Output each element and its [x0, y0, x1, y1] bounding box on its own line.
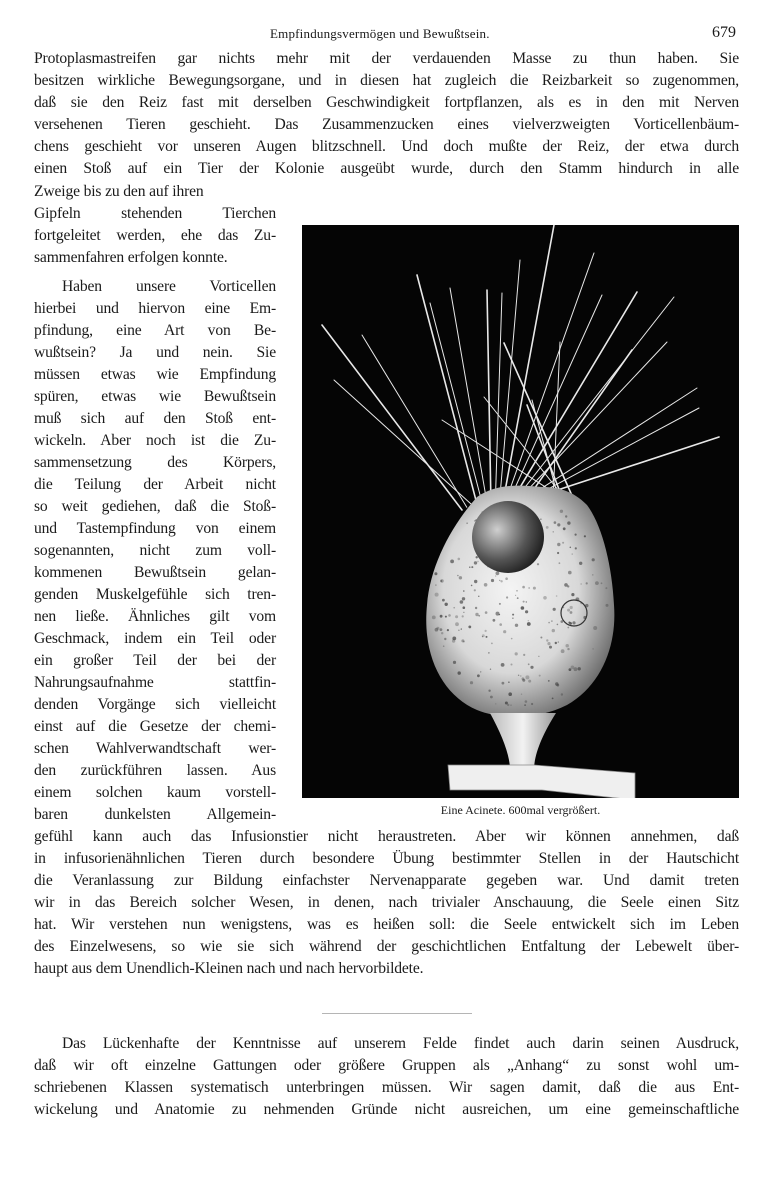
granule [490, 669, 491, 670]
granule [553, 531, 554, 532]
granule [520, 675, 521, 676]
granule [511, 638, 513, 640]
granule [595, 581, 599, 585]
text-line: wickeln. Aber noch ist die Zu- [34, 432, 276, 449]
substrate [448, 765, 635, 798]
granule [566, 644, 569, 647]
tentacle [520, 292, 637, 488]
text-line: baren dunkelsten Allgemein- [34, 806, 276, 823]
granule [506, 596, 508, 598]
granule [474, 580, 477, 583]
granule [453, 607, 455, 609]
granule [537, 563, 539, 565]
granule [463, 641, 465, 643]
granule [521, 694, 522, 695]
granule [512, 618, 513, 619]
granule [515, 652, 518, 655]
granule [485, 611, 488, 614]
granule [458, 558, 461, 561]
granule [488, 652, 489, 653]
granule [548, 680, 550, 682]
granule [452, 639, 455, 642]
granule [575, 534, 577, 536]
granule [440, 615, 443, 618]
granule [553, 608, 556, 611]
granule [528, 620, 529, 621]
granule [561, 693, 563, 695]
section-separator [322, 1013, 472, 1014]
text-line: wir in das Bereich solcher Wesen, in denen, nach trivialer Anschauung, die Seele einen Sitz [34, 894, 739, 911]
granule [458, 630, 459, 631]
granule [499, 623, 502, 626]
text-line: die Veranlassung zur Bildung einfachster Nervenapparate gegeben war. Und damit treten [34, 872, 739, 889]
granule [592, 574, 593, 575]
text-line: Das Lückenhafte der Kenntnisse auf unserem Felde findet auch darin seinen Ausdruck, [62, 1035, 739, 1052]
granule [584, 535, 586, 537]
granule [586, 582, 588, 584]
granule [435, 593, 439, 597]
granule [571, 593, 574, 596]
granule [471, 585, 473, 587]
granule [511, 664, 513, 666]
text-line: daß sie den Reiz fast mit derselben Geschwindigkeit fortpflanzen, als es in den mit Nerven [34, 94, 739, 111]
granule [529, 587, 530, 588]
tentacle [500, 260, 520, 491]
granule [551, 620, 552, 621]
granule [517, 597, 519, 599]
text-line: sammensetzung des Körpers, [34, 454, 276, 471]
granule [546, 639, 548, 641]
page-number: 679 [712, 24, 736, 41]
granule [475, 613, 478, 616]
text-line: Nahrungsaufnahme stattfin- [34, 674, 276, 691]
text-line: spüren, etwas wie Bewußtsein [34, 388, 276, 405]
granule [524, 704, 526, 706]
text-line: Protoplasmastreifen gar nichts mehr mit der verdauenden Masse zu thun haben. Sie [34, 50, 739, 67]
granule [500, 580, 502, 582]
granule [559, 562, 561, 564]
granule [499, 580, 500, 581]
granule [440, 580, 442, 582]
granule [571, 666, 575, 670]
text-line: besitzen wirkliche Bewegungsorgane, und in diesen hat zugleich die Reizbarkeit so zugenommen, [34, 72, 739, 89]
granule [495, 575, 496, 576]
granule [486, 636, 488, 638]
granule [555, 642, 557, 644]
tentacle [487, 290, 491, 495]
granule [459, 576, 462, 579]
granule [463, 606, 466, 609]
granule [474, 589, 476, 591]
granule [466, 523, 467, 524]
granule [575, 547, 577, 549]
text-line: und Tastempfindung von einem [34, 520, 276, 537]
granule [491, 643, 493, 645]
granule [442, 599, 445, 602]
granule [484, 583, 488, 587]
tentacle [430, 303, 481, 499]
granule [578, 667, 581, 670]
tentacle [496, 293, 502, 493]
granule [482, 634, 485, 637]
granule [443, 645, 445, 647]
granule [455, 615, 458, 618]
granule [485, 630, 487, 632]
granule [477, 561, 478, 562]
text-line: Zweige bis zu den auf ihren [34, 183, 204, 200]
text-line: gefühl kann auch das Infusionstier nicht heraustreten. Aber wir können annehmen, daß [34, 828, 739, 845]
granule [557, 543, 560, 546]
granule [579, 562, 582, 565]
text-line: Haben unsere Vorticellen [62, 278, 276, 295]
granule [462, 615, 464, 617]
granule [499, 614, 500, 615]
running-title: Empfindungsvermögen und Bewußtsein. [270, 26, 490, 41]
figure-caption: Eine Acinete. 600mal vergrößert. [440, 803, 601, 817]
tentacle [548, 437, 719, 493]
granule [477, 674, 480, 677]
granule [539, 675, 541, 677]
granule [592, 648, 593, 649]
granule [448, 614, 451, 617]
granule [460, 600, 464, 604]
granule [458, 671, 461, 674]
granule [518, 675, 519, 676]
granule [549, 646, 552, 649]
granule [569, 668, 572, 671]
granule [533, 587, 536, 590]
granule [552, 698, 554, 700]
granule [512, 614, 514, 616]
text-line: sammenfahren erfolgen konnte. [34, 249, 228, 266]
granule [592, 558, 595, 561]
granule [488, 690, 490, 692]
granule [450, 560, 454, 564]
granule [572, 621, 575, 624]
granule [491, 579, 494, 582]
granule [557, 552, 559, 554]
granule [572, 553, 573, 554]
granule [468, 626, 471, 629]
granule [435, 584, 436, 585]
tentacle [505, 225, 554, 490]
granule [531, 703, 533, 705]
granule [555, 682, 558, 685]
text-line: haupt aus dem Unendlich-Kleinen nach und nach hervorbildete. [34, 960, 424, 977]
nucleus [472, 501, 544, 573]
text-line: pfindung, eine Art von Be- [34, 322, 276, 339]
granule [462, 597, 465, 600]
granule [528, 663, 530, 665]
granule [436, 627, 439, 630]
granule [525, 675, 529, 679]
granule [444, 638, 446, 640]
granule [474, 520, 476, 522]
granule [432, 616, 436, 620]
granule [593, 626, 597, 630]
text-line: genden Muskelgefühle sich tren- [34, 586, 276, 603]
text-line: Gipfeln stehenden Tierchen [34, 205, 276, 222]
granule [508, 692, 512, 696]
granule [505, 577, 508, 580]
text-line: des Einzelwesens, so wie sie sich während der geschichtlichen Entfaltung der Lebewelt über- [34, 938, 739, 955]
granule [561, 649, 565, 653]
granule [567, 627, 569, 629]
granule [558, 641, 559, 642]
granule [543, 596, 547, 600]
granule [470, 681, 473, 684]
granule [469, 567, 470, 568]
text-line: schen Wahlverwandtschaft wer- [34, 740, 276, 757]
granule [567, 648, 569, 650]
granule [507, 704, 509, 706]
granule [526, 601, 527, 602]
granule [480, 671, 481, 672]
granule [570, 606, 573, 609]
granule [522, 679, 525, 682]
granule [560, 510, 563, 513]
text-line: muß sich auf den Stoß ent- [34, 410, 276, 427]
stalk [490, 713, 556, 770]
running-head [0, 22, 781, 46]
granule [496, 571, 500, 575]
granule [565, 515, 567, 517]
granule [445, 616, 447, 618]
tentacle [362, 335, 467, 507]
tentacle [534, 350, 632, 489]
tentacle [544, 408, 699, 491]
granule [581, 583, 582, 584]
granule [562, 542, 564, 544]
acineta-drawing [302, 225, 739, 798]
text-line: einst auf die Gesetze der chemi- [34, 718, 276, 735]
granule [538, 656, 539, 657]
granule [523, 601, 525, 603]
granule [434, 572, 437, 575]
granule [563, 527, 566, 530]
granule [455, 622, 459, 626]
granule [546, 526, 549, 529]
granule [445, 603, 448, 606]
granule [463, 590, 465, 592]
granule [605, 587, 607, 589]
granule [502, 682, 505, 685]
granule [527, 622, 531, 626]
granule [495, 703, 496, 704]
text-line: den zurückführen lassen. Aus [34, 762, 276, 779]
granule [547, 642, 550, 645]
granule [528, 680, 531, 683]
granule [508, 681, 510, 683]
granule [515, 595, 516, 596]
text-line: hat. Wir verstehen nun wenigstens, was es heißen soll: die Seele entwickelt sich im Leben [34, 916, 739, 933]
text-line: wußtsein? Ja und nein. Sie [34, 344, 276, 361]
granule [447, 629, 449, 631]
granule [564, 583, 568, 587]
granule [521, 606, 525, 610]
tentacle [334, 380, 472, 505]
granule [557, 624, 559, 626]
granule [461, 628, 462, 629]
text-line: einem solchen kaum vorstell- [34, 784, 276, 801]
granule [552, 629, 555, 632]
text-line: ein großer Teil der bei der [34, 652, 276, 669]
text-line: chens geschieht vor unseren Augen blitzschnell. Und doch mußte der Reiz, der etwa durch [34, 138, 739, 155]
text-line: sogenannten, nicht zum voll- [34, 542, 276, 559]
text-line: schriebenen Klassen systematisch unterbringen müssen. Wir sagen damit, daß die aus Ent- [34, 1079, 739, 1096]
granule [478, 596, 479, 597]
text-line: so weit gediehen, daß die Stoß- [34, 498, 276, 515]
granule [523, 654, 525, 656]
text-line: nen ließe. Ähnliches gilt vom [34, 608, 276, 625]
tentacle [504, 343, 577, 507]
tentacle [515, 295, 602, 488]
granule [540, 637, 542, 639]
granule [501, 663, 505, 667]
granule [601, 582, 603, 584]
granule [570, 547, 572, 549]
granule [548, 622, 550, 624]
text-line: fortgeleitet werden, ehe das Zu- [34, 227, 276, 244]
granule [540, 519, 541, 520]
text-line: müssen etwas wie Empfindung [34, 366, 276, 383]
granule [463, 612, 464, 613]
granule [557, 523, 560, 526]
text-line: kommenen Bewußtsein gelan- [34, 564, 276, 581]
granule [554, 521, 557, 524]
text-line: die Teilung der Arbeit nicht [34, 476, 276, 493]
granule [568, 571, 572, 575]
granule [567, 521, 570, 524]
granule [475, 607, 477, 609]
text-line: hierbei und hiervon eine Em- [34, 300, 276, 317]
granule [556, 595, 558, 597]
granule [440, 628, 443, 631]
granule [457, 575, 459, 577]
granule [476, 556, 478, 558]
text-line: Geschmack, indem ein Teil oder [34, 630, 276, 647]
granule [441, 632, 443, 634]
granule [525, 610, 528, 613]
granule [515, 624, 518, 627]
tentacles [322, 225, 719, 510]
text-line: in infusorienähnlichen Tieren durch besondere Übung bestimmter Stellen in der Hautschicht [34, 850, 739, 867]
text-line: daß wir oft einzelne Gattungen oder größere Gruppen als „Anhang“ zu sonst wohl um- [34, 1057, 739, 1074]
granule [490, 696, 493, 699]
granule [493, 619, 496, 622]
text-line: einen Stoß auf ein Tier der Kolonie ausgeübt wurde, durch den Stamm hindurch in alle [34, 160, 739, 177]
granule [503, 630, 506, 633]
granule [471, 566, 473, 568]
granule [561, 620, 564, 623]
granule [522, 586, 525, 589]
granule [525, 700, 528, 703]
granule [499, 603, 501, 605]
granule [567, 609, 570, 612]
tentacle [450, 288, 486, 497]
granule [510, 705, 511, 706]
text-line: wickelung und Anatomie zu nehmenden Gründe nicht ausreichen, um eine gemeinschaftliche [34, 1101, 739, 1118]
granule [530, 666, 533, 669]
granule [606, 604, 609, 607]
text-line: denden Vorgänge sich vielleicht [34, 696, 276, 713]
text-line: versehenen Tieren geschieht. Das Zusammenzucken eines vielverzweigten Vorticellenbäum- [34, 116, 739, 133]
tentacle [510, 253, 594, 489]
granule [568, 622, 570, 624]
granule [570, 611, 573, 614]
granule [453, 661, 456, 664]
granule [474, 561, 477, 564]
tentacle [322, 325, 462, 510]
acineta-illustration [302, 225, 739, 798]
granule [516, 590, 518, 592]
granule [478, 615, 480, 617]
